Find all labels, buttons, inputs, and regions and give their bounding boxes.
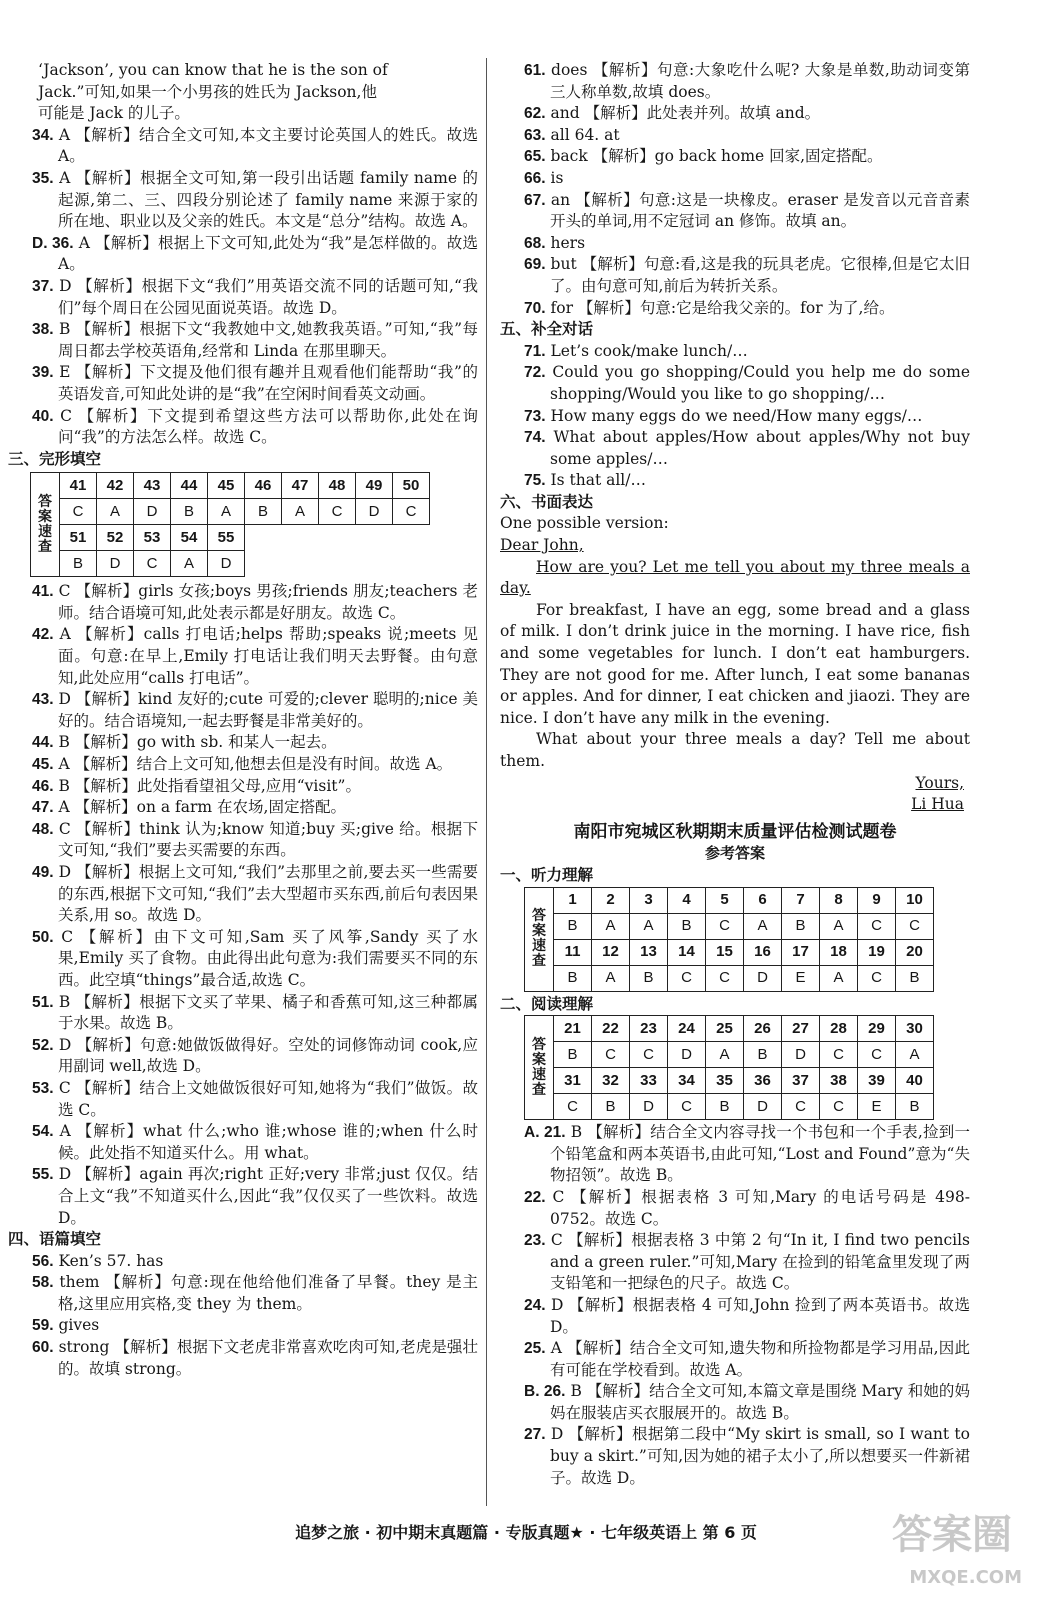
item-text: Ken’s 57. has	[58, 1251, 164, 1270]
answer-item	[500, 254, 970, 297]
item-number: 70.	[524, 299, 546, 317]
exam-title: 南阳市宛城区秋期期末质量评估检测试题卷	[573, 821, 897, 842]
exam-subtitle: 参考答案	[704, 844, 765, 863]
item-text: Let’s cook/make lunch/…	[550, 341, 748, 360]
sample-essay: One possible version: Dear John, How are you? Let me tell you about my three meals a day. For breakfast, I have an egg, some bread and a glass of milk. I don’t drink juice in the morning. I have rice, fish and some vegetables for lunch. I don’t eat hamburgers. They are not good for me. After lunch, I eat some bananas or apples. And for dinner, I eat chicken and jiaozi. They are nice. I don’t have any milk in the evening. What about your three meals a day? Tell me about them. Yours, Li Hua	[500, 514, 970, 814]
answer-item	[8, 276, 478, 319]
answer-item	[8, 1315, 478, 1337]
item-number: 45.	[32, 756, 54, 774]
item-number: 27.	[524, 1426, 546, 1444]
watermark-logo: 答案圈	[892, 1512, 1012, 1558]
item-text: all 64. at	[550, 125, 620, 144]
answer-item	[8, 233, 478, 276]
answer-table-41-55: 答 案 速 查 41 42 43 44 45 46 47 48 49 50 C A D B A B A C D C 51 52 53 54 55 B D C A D	[30, 472, 430, 577]
item-number: 66.	[524, 169, 546, 187]
left-column	[8, 60, 478, 1380]
item-text: Is that all/…	[550, 471, 646, 490]
item-text: them 【解析】句意:现在他给他们准备了早餐。they 是主格,这里应用宾格,变 they 为 them。	[58, 1273, 478, 1313]
item-number: 47.	[32, 799, 54, 817]
item-number: 38.	[32, 321, 54, 339]
answer-item	[8, 1035, 478, 1078]
section-heading-cloze: 三、完形填空	[8, 449, 102, 468]
item-text: B 【解析】结合全文内容寻找一个书包和一个手表,捡到一个铅笔盒和两本英语书,由此可知,“Lost and Found”意为“失物招领”。故选 B。	[550, 1123, 970, 1185]
answer-item	[8, 362, 478, 405]
item-text: B 【解析】根据下文买了苹果、橘子和香蕉可知,这三种都属于水果。故选 B。	[58, 992, 478, 1033]
answer-item	[500, 1295, 970, 1338]
answer-item	[8, 168, 478, 233]
item-text: A 【解析】结合全文可知,遗失物和所捡物都是学习用品,因此有可能在学校看到。故选 A。	[550, 1339, 970, 1379]
item-number: 25.	[524, 1340, 546, 1358]
answer-item	[8, 754, 478, 776]
item-number: 75.	[524, 472, 546, 490]
item-number: 23.	[524, 1232, 546, 1250]
item-text: C 【解析】结合上文她做饭很好可知,她将为“我们”做饭。故选 C。	[58, 1078, 478, 1119]
item-text: D 【解析】句意:她做饭做得好。空处的词修饰动词 cook,应用副词 well,故选 D。	[58, 1035, 478, 1076]
answer-item	[500, 168, 970, 190]
item-number: 56.	[32, 1252, 54, 1270]
item-text: A 【解析】根据上下文可知,此处为“我”是怎样做的。故选 A。	[58, 233, 478, 274]
item-number: 37.	[32, 277, 54, 295]
answer-item	[8, 581, 478, 624]
section-heading-listening: 一、听力理解	[500, 865, 594, 884]
item-number: 54.	[32, 1123, 54, 1141]
answer-list-71-75	[500, 341, 970, 492]
item-number: 59.	[32, 1317, 54, 1335]
column-divider	[486, 58, 487, 1506]
answer-item	[8, 689, 478, 732]
item-text: B 【解析】结合全文可知,本篇文章是围绕 Mary 和她的妈妈在服装店买衣服展开的。故选 B。	[550, 1382, 970, 1422]
item-number: 60.	[32, 1339, 54, 1357]
item-text: What about apples/How about apples/Why not buy some apples/…	[550, 428, 970, 468]
item-text: D 【解析】again 再次;right 正好;very 非常;just 仅仅。结合上文“我”不知道买什么,因此“我”仅仅买了一些饮料。故选 D。	[58, 1165, 478, 1227]
item-number: 63.	[524, 126, 546, 144]
item-number: 42.	[32, 626, 54, 644]
item-number: 49.	[32, 864, 54, 881]
item-number: 52.	[32, 1036, 54, 1054]
item-text: B 【解析】此处指看望祖父母,应用“visit”。	[58, 776, 361, 795]
item-text: D 【解析】根据表格 4 可知,John 捡到了两本英语书。故选 D。	[550, 1295, 970, 1336]
item-number: 43.	[32, 691, 54, 709]
intro-text: ‘Jackson’, you can know that he is the son of Jack.”可知,如果一个小男孩的姓氏为 Jackson,他 可能是 Jack 的儿子。	[38, 61, 388, 123]
item-number: 34.	[32, 126, 54, 144]
item-number: 73.	[524, 407, 546, 425]
answer-item	[500, 341, 970, 363]
item-number: 39.	[32, 364, 54, 382]
item-text: hers	[550, 233, 586, 252]
answer-list-34-40	[8, 125, 478, 449]
page-footer: 追梦之旅 · 初中期末真题篇 · 专版真题★ · 七年级英语上 第 6 页	[295, 1523, 757, 1542]
item-number: 55.	[32, 1166, 54, 1184]
answer-table-21-40: 答 案 速 查 21 22 23 24 25 26 27 28 29 30 B C C D A B D C C A 31 32 33 34 35 36 37 38 39 40 C B D C B D C C E B	[524, 1015, 934, 1120]
item-text: B 【解析】go with sb. 和某人一起去。	[58, 733, 337, 752]
item-number: 22.	[524, 1188, 546, 1206]
answer-item	[500, 427, 970, 470]
item-text: D 【解析】根据上文可知,“我们”去那里之前,要去买一些需要的东西,根据下文可知,“我们”去大型超市买东西,前后句表因果关系,用 so。故选 D。	[58, 863, 478, 925]
answer-item	[500, 60, 970, 103]
answer-item	[8, 406, 478, 449]
answer-item	[500, 233, 970, 255]
item-text: for 【解析】句意:它是给我父亲的。for 为了,给。	[550, 298, 895, 317]
answer-list-56-60	[8, 1251, 478, 1381]
table-side-label: 答 案 速 查	[31, 473, 60, 577]
item-text: A 【解析】结合全文可知,本文主要讨论英国人的姓氏。故选 A。	[58, 125, 478, 166]
answer-item	[8, 927, 478, 992]
item-text: does 【解析】句意:大象吃什么呢? 大象是单数,助动词变第三人称单数,故填 does。	[550, 61, 970, 101]
answer-item	[500, 362, 970, 405]
item-text: Could you go shopping/Could you help me do some shopping/Would you like to go shopping/…	[550, 363, 970, 403]
answer-item	[500, 1424, 970, 1489]
item-text: C 【解析】think 认为;know 知道;buy 买;give 给。根据下文可知,“我们”要去买需要的东西。	[58, 819, 478, 860]
item-number: 50.	[32, 928, 54, 946]
answer-item	[8, 1251, 478, 1273]
item-number: 58.	[32, 1274, 54, 1292]
item-number: 62.	[524, 105, 546, 123]
answer-item	[500, 470, 970, 492]
answer-list-41-55	[8, 581, 478, 1229]
item-number: 67.	[524, 191, 546, 209]
answer-item	[500, 1230, 970, 1295]
item-text: A 【解析】结合上文可知,他想去但是没有时间。故选 A。	[58, 755, 453, 774]
item-text: D 【解析】kind 友好的;cute 可爱的;clever 聪明的;nice 美好的。结合语境知,一起去野餐是非常美好的。	[58, 690, 478, 730]
item-text: A 【解析】on a farm 在农场,固定搭配。	[58, 798, 346, 817]
item-text: A 【解析】what 什么;who 谁;whose 谁的;when 什么时候。此处指不知道买什么。用 what。	[58, 1122, 478, 1162]
item-number: 71.	[524, 342, 546, 360]
item-number: 65.	[524, 148, 546, 166]
item-text: is	[550, 168, 564, 187]
item-number: D. 36.	[32, 234, 74, 252]
answer-item	[500, 1338, 970, 1381]
section-heading-dialogue: 五、补全对话	[500, 320, 594, 339]
answer-item	[500, 190, 970, 233]
section-heading-reading: 二、阅读理解	[500, 994, 594, 1013]
answer-item	[500, 1122, 970, 1187]
answer-item	[8, 1164, 478, 1229]
item-number: 74.	[524, 429, 546, 447]
item-number: 61.	[524, 62, 546, 79]
item-text: How many eggs do we need/How many eggs/…	[550, 406, 923, 425]
item-text: back 【解析】go back home 回家,固定搭配。	[550, 147, 883, 166]
answer-list-21-27	[500, 1122, 970, 1489]
item-number: A. 21.	[524, 1124, 566, 1142]
answer-item	[8, 776, 478, 798]
table-side-label: 答 案 速 查	[525, 887, 554, 991]
watermark-url: MXQE.COM	[909, 1567, 1022, 1588]
answer-item	[8, 819, 478, 862]
answer-item	[500, 103, 970, 125]
item-number: 68.	[524, 234, 546, 252]
answer-item	[500, 125, 970, 147]
answer-item	[8, 1121, 478, 1164]
item-number: 24.	[524, 1296, 546, 1314]
item-text: C 【解析】girls 女孩;boys 男孩;friends 朋友;teachers 老师。结合语境可知,此处表示都是好朋友。故选 C。	[58, 582, 478, 622]
item-text: D 【解析】根据第二段中“My skirt is small, so I want to buy a skirt.”可知,因为她的裙子太小了,所以想要买一件新裙子。故选 D。	[550, 1425, 970, 1487]
right-column	[500, 60, 970, 1489]
item-text: C 【解析】根据表格 3 可知,Mary 的电话号码是 498-0752。故选 C。	[550, 1187, 970, 1228]
item-number: 51.	[32, 993, 54, 1011]
answer-item	[8, 992, 478, 1035]
item-number: 35.	[32, 169, 54, 187]
item-text: gives	[58, 1316, 100, 1335]
answer-item	[8, 319, 478, 362]
answer-item	[8, 797, 478, 819]
item-text: E 【解析】下文提及他们很有趣并且观看他们能帮助“我”的英语发音,可知此处讲的是“我”在空闲时间看英文动画。	[58, 363, 478, 403]
item-number: 69.	[524, 256, 546, 274]
item-text: C 【解析】下文提到希望这些方法可以帮助你,此处在询问“我”的方法怎么样。故选 C。	[58, 406, 479, 447]
item-text: C 【解析】根据表格 3 中第 2 句“In it, I find two pencils and a green ruler.”可知,Mary 在捡到的铅笔盒里发现了两支铅笔和一把绿色的尺子。故选 C。	[550, 1231, 970, 1293]
item-text: but 【解析】句意:看,这是我的玩具老虎。它很棒,但是它太旧了。由句意可知,前后为转折关系。	[550, 255, 970, 295]
answer-list-61-70	[500, 60, 970, 319]
item-text: an 【解析】句意:这是一块橡皮。eraser 是发音以元音音素开头的单词,用不定冠词 an 修饰。故填 an。	[550, 190, 970, 231]
answer-item	[8, 1272, 478, 1315]
item-number: 48.	[32, 820, 54, 838]
table-side-label: 答 案 速 查	[525, 1016, 554, 1120]
answer-item	[500, 1381, 970, 1424]
item-text: and 【解析】此处表并列。故填 and。	[550, 104, 821, 123]
item-text: C 【解析】由下文可知,Sam 买了风筝,Sandy 买了水果,Emily 买了食物。由此得出此句意为:我们需要买不同的东西。此空填“things”最合适,故选 C。	[58, 927, 478, 989]
answer-item	[8, 1078, 478, 1121]
item-number: 53.	[32, 1079, 54, 1097]
item-text: strong 【解析】根据下文老虎非常喜欢吃肉可知,老虎是强壮的。故填 strong。	[58, 1338, 478, 1378]
section-heading-writing: 六、书面表达	[500, 492, 594, 511]
item-text: A 【解析】根据全文可知,第一段引出话题 family name 的起源,第二、三、四段分别论述了 family name 来源于家的所在地、职业以及父亲的姓氏。本文是“总分”结构。故选 A。	[58, 168, 478, 231]
answer-item	[500, 406, 970, 428]
answer-item	[500, 1187, 970, 1230]
item-number: 46.	[32, 777, 54, 795]
item-text: B 【解析】根据下文“我教她中文,她教我英语。”可知,“我”每周日都去学校英语角,经常和 Linda 在那里聊天。	[58, 320, 478, 360]
item-number: B. 26.	[524, 1383, 566, 1401]
item-number: 44.	[32, 734, 54, 752]
answer-table-1-20: 答 案 速 查 1 2 3 4 5 6 7 8 9 10 B A A B C A B A C C 11 12 13 14 15 16 17 18 19 20 B A B C C D E A C B	[524, 887, 934, 992]
answer-item	[8, 624, 478, 689]
item-number: 40.	[32, 407, 54, 425]
item-number: 72.	[524, 364, 546, 382]
item-text: A 【解析】calls 打电话;helps 帮助;speaks 说;meets 见面。句意:在早上,Emily 打电话让我们明天去野餐。由句意知,此处应用“calls 打电话”。	[58, 625, 478, 687]
item-text: D 【解析】根据下文“我们”用英语交流不同的话题可知,“我们”每个周日在公园见面说英语。故选 D。	[58, 276, 478, 317]
answer-item	[8, 862, 478, 927]
answer-item	[500, 146, 970, 168]
answer-item	[500, 298, 970, 320]
answer-item	[8, 732, 478, 754]
answer-item	[8, 1337, 478, 1380]
answer-item	[8, 125, 478, 168]
item-number: 41.	[32, 583, 54, 601]
section-heading-text-fill: 四、语篇填空	[8, 1230, 102, 1249]
